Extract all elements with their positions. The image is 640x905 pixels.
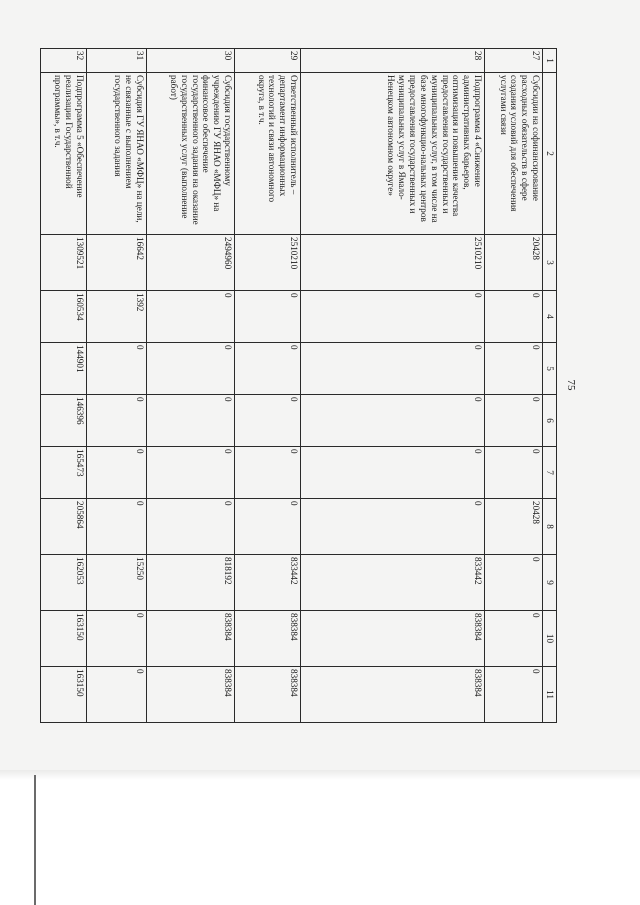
row-name: Подпрограмма 5 «Обеспечение реализации Государственной программы», в т.ч. [41,73,87,235]
col-header: 3 [543,235,557,291]
row-number: 27 [485,49,543,73]
cell-value: 1392 [87,291,147,343]
cell-value: 0 [301,291,485,343]
cell-value: 0 [485,291,543,343]
row-name: Подпрограмма 4 «Снижение административных барьеров, оптимизация и повышение качества предоставления государственных и муниципальных услуг, в том числе на базе многофункцио-нальных центров предоставления государственных и муниципальных услуг в Ямало-Ненецком автономном округе» [301,73,485,235]
cell-value: 205864 [41,499,87,555]
cell-value: 0 [485,395,543,447]
cell-value: 15250 [87,555,147,611]
cell-value: 838384 [235,611,301,667]
cell-value: 0 [147,291,235,343]
cell-value: 0 [147,499,235,555]
cell-value: 0 [301,447,485,499]
cell-value: 0 [87,611,147,667]
cell-value: 0 [147,395,235,447]
cell-value: 16642 [87,235,147,291]
row-number: 29 [235,49,301,73]
col-header: 2 [543,73,557,235]
col-header: 4 [543,291,557,343]
col-header: 7 [543,447,557,499]
cell-value: 163150 [41,611,87,667]
col-header: 8 [543,499,557,555]
col-header: 1 [543,49,557,73]
cell-value: 163150 [41,667,87,723]
cell-value: 0 [301,343,485,395]
col-header: 9 [543,555,557,611]
cell-value: 838384 [147,667,235,723]
cell-value: 2510210 [301,235,485,291]
cell-value: 0 [235,499,301,555]
row-name: Субсидии на софинансирование расходных обязательств в сфере создания условий для обеспечения услугами связи [485,73,543,235]
cell-value: 838384 [301,611,485,667]
row-name: Субсидия ГУ ЯНАО «МФЦ» на цели, не связанные с выполнением государственного задания [87,73,147,235]
cell-value: 2510210 [235,235,301,291]
col-header: 11 [543,667,557,723]
header-row [543,49,557,723]
table-row [87,49,147,723]
cell-value: 0 [87,667,147,723]
budget-table [40,48,557,723]
col-header: 5 [543,343,557,395]
row-number: 30 [147,49,235,73]
table-row [485,49,543,723]
cell-value: 838384 [147,611,235,667]
col-header: 10 [543,611,557,667]
cell-value: 838384 [301,667,485,723]
table-row [41,49,87,723]
table-row [301,49,485,723]
cell-value: 165473 [41,447,87,499]
cell-value: 818192 [147,555,235,611]
cell-value: 144901 [41,343,87,395]
cell-value: 0 [87,499,147,555]
col-header: 6 [543,395,557,447]
cell-value: 0 [147,343,235,395]
cell-value: 0 [301,499,485,555]
cell-value: 20428 [485,499,543,555]
table-row [235,49,301,723]
cell-value: 0 [235,395,301,447]
scan-edge [0,770,640,780]
cell-value: 0 [235,291,301,343]
page-number: 75 [565,379,577,391]
cell-value: 833442 [301,555,485,611]
row-number: 31 [87,49,147,73]
row-name: Ответственный исполнитель – департамент информационных технологий и связи автономного округа, в т.ч. [235,73,301,235]
cell-value: 833442 [235,555,301,611]
cell-value: 0 [485,555,543,611]
cell-value: 2494960 [147,235,235,291]
cell-value: 162053 [41,555,87,611]
row-name: Субсидия государственному учреждению ГУ ЯНАО «МФЦ» на финансовое обеспечение государственного задания на оказание государственных услуг (выполнение работ) [147,73,235,235]
cell-value: 0 [485,667,543,723]
cell-value: 0 [87,343,147,395]
cell-value: 838384 [235,667,301,723]
cell-value: 1309521 [41,235,87,291]
cell-value: 0 [235,343,301,395]
cell-value: 146396 [41,395,87,447]
rotated-page [53,40,585,730]
cell-value: 20428 [485,235,543,291]
cell-value: 0 [485,447,543,499]
cell-value: 0 [485,611,543,667]
binding-line [34,775,36,905]
cell-value: 0 [485,343,543,395]
cell-value: 160534 [41,291,87,343]
cell-value: 0 [301,395,485,447]
table-row [147,49,235,723]
cell-value: 0 [87,395,147,447]
row-number: 28 [301,49,485,73]
cell-value: 0 [235,447,301,499]
cell-value: 0 [147,447,235,499]
row-number: 32 [41,49,87,73]
cell-value: 0 [87,447,147,499]
